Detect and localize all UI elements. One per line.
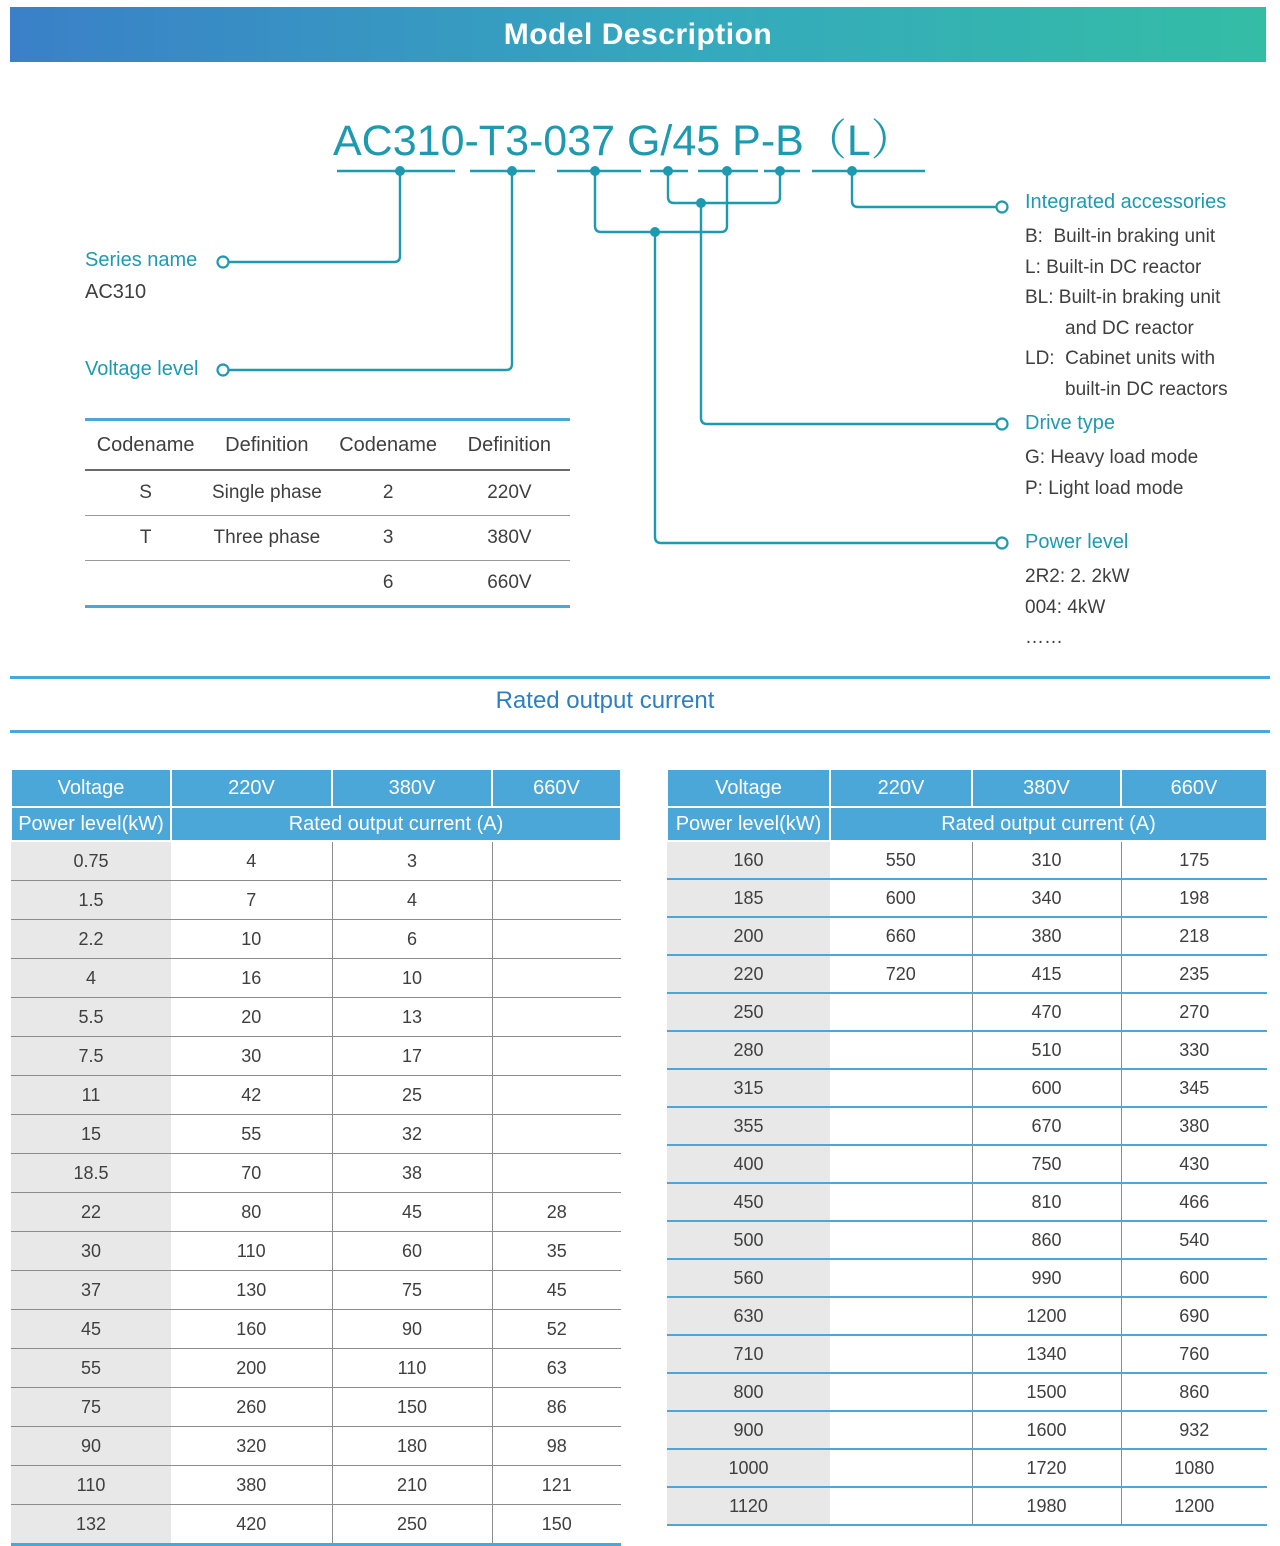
table-cell: 1080 xyxy=(1121,1449,1267,1487)
table-cell: 250 xyxy=(667,993,830,1031)
table-cell: 430 xyxy=(1121,1145,1267,1183)
table-cell: 90 xyxy=(332,1310,492,1349)
annotation-line: 2R2: 2. 2kW xyxy=(1025,566,1130,587)
table-cell xyxy=(492,1076,621,1115)
table-cell xyxy=(830,1449,972,1487)
table-cell: 860 xyxy=(1121,1373,1267,1411)
table-cell: 600 xyxy=(830,879,972,917)
table-cell: 70 xyxy=(171,1154,332,1193)
table-cell xyxy=(830,1411,972,1449)
subheader-row xyxy=(667,807,1267,841)
table-row xyxy=(11,1388,621,1427)
table-row xyxy=(667,1031,1267,1069)
table-cell xyxy=(830,1297,972,1335)
series-name-label: Series name xyxy=(85,249,198,271)
table-cell: 86 xyxy=(492,1388,621,1427)
annotation-line: G: Heavy load mode xyxy=(1025,447,1199,468)
table-cell: 670 xyxy=(972,1107,1121,1145)
table-cell: 420 xyxy=(171,1505,332,1545)
table-cell: 75 xyxy=(11,1388,171,1427)
table-cell: 450 xyxy=(667,1183,830,1221)
table-cell: 35 xyxy=(492,1232,621,1271)
table-cell: 1120 xyxy=(667,1487,830,1525)
table-cell: 110 xyxy=(11,1466,171,1505)
integrated-accessories-heading: Integrated accessories xyxy=(1025,191,1227,213)
table-cell xyxy=(206,561,327,607)
table-row xyxy=(667,955,1267,993)
table-row xyxy=(11,1505,621,1545)
table-cell: 800 xyxy=(667,1373,830,1411)
table-row xyxy=(11,881,621,920)
table-cell: 90 xyxy=(11,1427,171,1466)
banner-title: Model Description xyxy=(503,17,773,51)
codename-table xyxy=(85,418,570,608)
voltage-380v-header: 380V xyxy=(332,769,492,807)
table-cell: 16 xyxy=(171,959,332,998)
table-cell: 550 xyxy=(830,841,972,879)
definition-header: Definition xyxy=(206,420,327,471)
table-cell: 400 xyxy=(667,1145,830,1183)
table-cell: 600 xyxy=(972,1069,1121,1107)
table-cell: 185 xyxy=(667,879,830,917)
table-cell: 121 xyxy=(492,1466,621,1505)
annotation-line: …… xyxy=(1025,627,1063,648)
table-cell: 1000 xyxy=(667,1449,830,1487)
table-cell xyxy=(830,1031,972,1069)
table-cell: 415 xyxy=(972,955,1121,993)
voltage-level-label: Voltage level xyxy=(85,358,199,380)
table-row xyxy=(11,1232,621,1271)
table-cell: 280 xyxy=(667,1031,830,1069)
table-cell xyxy=(830,1259,972,1297)
table-row xyxy=(667,1069,1267,1107)
table-cell: 160 xyxy=(171,1310,332,1349)
table-cell: 330 xyxy=(1121,1031,1267,1069)
table-cell: 52 xyxy=(492,1310,621,1349)
table-cell: 45 xyxy=(11,1310,171,1349)
codename-header-row xyxy=(85,420,570,471)
table-row xyxy=(667,1145,1267,1183)
table-cell: 320 xyxy=(171,1427,332,1466)
table-cell: 132 xyxy=(11,1505,171,1545)
annotation-line: and DC reactor xyxy=(1065,317,1194,339)
table-cell: 200 xyxy=(171,1349,332,1388)
series-name-value: AC310 xyxy=(85,281,147,303)
table-cell xyxy=(830,1335,972,1373)
table-cell xyxy=(492,1115,621,1154)
table-cell: 110 xyxy=(171,1232,332,1271)
table-cell: 10 xyxy=(332,959,492,998)
table-cell: 4 xyxy=(171,841,332,881)
table-cell: 270 xyxy=(1121,993,1267,1031)
table-row xyxy=(11,959,621,998)
table-cell: 380 xyxy=(1121,1107,1267,1145)
table-row xyxy=(11,1427,621,1466)
codename-header: Codename xyxy=(85,420,206,471)
table-cell: 198 xyxy=(1121,879,1267,917)
annotation-line: B: Built-in braking unit xyxy=(1025,226,1216,247)
table-cell: 210 xyxy=(332,1466,492,1505)
table-cell: 6 xyxy=(332,920,492,959)
table-cell: 32 xyxy=(332,1115,492,1154)
table-cell: 750 xyxy=(972,1145,1121,1183)
table-cell: 13 xyxy=(332,998,492,1037)
annotation-drive-type xyxy=(1025,412,1280,504)
model-code-text: AC310-T3-037 G/45 P-B（L） xyxy=(333,117,914,165)
table-cell: 45 xyxy=(332,1193,492,1232)
table-row xyxy=(667,1107,1267,1145)
table-cell: 28 xyxy=(492,1193,621,1232)
table-cell xyxy=(830,1145,972,1183)
table-cell: 218 xyxy=(1121,917,1267,955)
annotation-line: L: Built-in DC reactor xyxy=(1025,256,1202,278)
table-row xyxy=(667,1297,1267,1335)
table-cell: 860 xyxy=(972,1221,1121,1259)
table-cell xyxy=(492,1154,621,1193)
table-cell: 5.5 xyxy=(11,998,171,1037)
table-cell xyxy=(830,993,972,1031)
voltage-header: Voltage xyxy=(11,769,171,807)
table-cell: 630 xyxy=(667,1297,830,1335)
table-cell: 990 xyxy=(972,1259,1121,1297)
table-cell: 0.75 xyxy=(11,841,171,881)
drive-type-lines xyxy=(1025,443,1280,504)
table-cell: 3 xyxy=(328,516,449,561)
table-cell: 1720 xyxy=(972,1449,1121,1487)
table-cell: 37 xyxy=(11,1271,171,1310)
table-cell: 110 xyxy=(332,1349,492,1388)
table-cell: Three phase xyxy=(206,516,327,561)
table-cell xyxy=(492,959,621,998)
table-row xyxy=(11,1037,621,1076)
table-cell: 220 xyxy=(667,955,830,993)
table-cell: 3 xyxy=(332,841,492,881)
integrated-accessories-lines xyxy=(1025,222,1280,405)
table-cell: 340 xyxy=(972,879,1121,917)
table-cell: 63 xyxy=(492,1349,621,1388)
table-cell: 60 xyxy=(332,1232,492,1271)
table-cell xyxy=(830,1221,972,1259)
table-row xyxy=(667,917,1267,955)
table-cell: 500 xyxy=(667,1221,830,1259)
power-level-header: Power level(kW) xyxy=(11,807,171,841)
table-cell xyxy=(830,1373,972,1411)
table-row xyxy=(667,1487,1267,1525)
table-cell: 22 xyxy=(11,1193,171,1232)
table-cell: 200 xyxy=(667,917,830,955)
definition-header: Definition xyxy=(449,420,570,471)
table-cell: 380V xyxy=(449,516,570,561)
power-level-heading: Power level xyxy=(1025,531,1129,553)
table-row xyxy=(11,1115,621,1154)
table-cell: 2.2 xyxy=(11,920,171,959)
table-row xyxy=(11,920,621,959)
table-cell: 30 xyxy=(171,1037,332,1076)
table-cell: 7.5 xyxy=(11,1037,171,1076)
table-cell: 130 xyxy=(171,1271,332,1310)
table-row xyxy=(667,1221,1267,1259)
table-cell: 1.5 xyxy=(11,881,171,920)
voltage-660v-header: 660V xyxy=(1121,769,1267,807)
table-cell: 17 xyxy=(332,1037,492,1076)
table-cell: 20 xyxy=(171,998,332,1037)
table-cell: 1600 xyxy=(972,1411,1121,1449)
table-cell: 470 xyxy=(972,993,1121,1031)
annotation-line: BL: Built-in braking unit xyxy=(1025,287,1221,308)
table-cell: S xyxy=(139,482,152,503)
table-cell: 150 xyxy=(492,1505,621,1545)
section-divider-top xyxy=(10,676,1270,679)
table-cell: 1980 xyxy=(972,1487,1121,1525)
table-cell: 1200 xyxy=(1121,1487,1267,1525)
table-cell: 220V xyxy=(487,482,532,503)
table-cell xyxy=(492,1037,621,1076)
table-cell: 11 xyxy=(11,1076,171,1115)
table-cell: 15 xyxy=(11,1115,171,1154)
table-row xyxy=(667,993,1267,1031)
table-cell: 160 xyxy=(667,841,830,879)
voltage-220v-header: 220V xyxy=(171,769,332,807)
rated-current-table-right xyxy=(666,768,1268,1526)
table-cell: 380 xyxy=(171,1466,332,1505)
table-cell: 4 xyxy=(11,959,171,998)
voltage-220v-header: 220V xyxy=(830,769,972,807)
table-row xyxy=(667,879,1267,917)
table-row xyxy=(11,841,621,881)
codename-header: Codename xyxy=(328,420,449,471)
table-cell: 38 xyxy=(332,1154,492,1193)
annotation-line: LD: Cabinet units with xyxy=(1025,348,1216,369)
table-cell: 180 xyxy=(332,1427,492,1466)
table-row xyxy=(667,1449,1267,1487)
table-row xyxy=(11,1154,621,1193)
table-cell xyxy=(830,1107,972,1145)
table-cell: 80 xyxy=(171,1193,332,1232)
table-cell: 345 xyxy=(1121,1069,1267,1107)
section-title: Rated output current xyxy=(495,687,715,714)
table-row xyxy=(667,1259,1267,1297)
table-cell: 250 xyxy=(332,1505,492,1545)
drive-type-heading: Drive type xyxy=(1025,412,1116,434)
diagram-dots xyxy=(395,166,857,237)
power-level-lines xyxy=(1025,562,1280,654)
table-row xyxy=(11,1310,621,1349)
voltage-header: Voltage xyxy=(667,769,830,807)
table-cell: 355 xyxy=(667,1107,830,1145)
table-cell xyxy=(492,920,621,959)
table-row xyxy=(667,1183,1267,1221)
table-cell: T xyxy=(85,516,206,561)
table-cell: Single phase xyxy=(211,482,322,503)
table-cell: 55 xyxy=(171,1115,332,1154)
voltage-380v-header: 380V xyxy=(972,769,1121,807)
table-row xyxy=(667,1335,1267,1373)
table-cell: 466 xyxy=(1121,1183,1267,1221)
annotation-integrated-accessories xyxy=(1025,191,1280,405)
table-row xyxy=(11,1271,621,1310)
table-cell: 760 xyxy=(1121,1335,1267,1373)
table-cell: 1200 xyxy=(972,1297,1121,1335)
table-cell: 260 xyxy=(171,1388,332,1427)
table-cell: 150 xyxy=(332,1388,492,1427)
table-cell: 55 xyxy=(11,1349,171,1388)
table-cell: 510 xyxy=(972,1031,1121,1069)
table-row xyxy=(85,561,570,607)
table-row xyxy=(11,998,621,1037)
table-cell: 30 xyxy=(11,1232,171,1271)
table-cell: 932 xyxy=(1121,1411,1267,1449)
rated-current-table-left xyxy=(10,768,622,1546)
table-cell: 7 xyxy=(171,881,332,920)
voltage-660v-header: 660V xyxy=(492,769,621,807)
table-cell: 6 xyxy=(328,561,449,607)
table-cell: 10 xyxy=(171,920,332,959)
table-cell: 2 xyxy=(382,482,394,503)
annotation-line: P: Light load mode xyxy=(1025,477,1184,499)
table-row xyxy=(85,516,570,561)
table-cell: 380 xyxy=(972,917,1121,955)
voltage-header-row xyxy=(11,769,621,807)
table-row xyxy=(11,1193,621,1232)
table-cell xyxy=(492,841,621,881)
subheader-row xyxy=(11,807,621,841)
table-cell xyxy=(492,998,621,1037)
table-cell: 720 xyxy=(830,955,972,993)
power-level-header: Power level(kW) xyxy=(667,807,830,841)
table-cell: 235 xyxy=(1121,955,1267,993)
table-row xyxy=(11,1466,621,1505)
table-cell: 45 xyxy=(492,1271,621,1310)
table-cell: 690 xyxy=(1121,1297,1267,1335)
banner xyxy=(10,7,1266,62)
table-cell: 1500 xyxy=(972,1373,1121,1411)
table-cell: 1340 xyxy=(972,1335,1121,1373)
table-row xyxy=(667,841,1267,879)
table-cell xyxy=(85,561,206,607)
table-cell xyxy=(830,1183,972,1221)
table-row xyxy=(85,470,570,516)
table-cell xyxy=(830,1487,972,1525)
table-cell: 75 xyxy=(332,1271,492,1310)
table-cell: 660V xyxy=(449,561,570,607)
table-cell: 560 xyxy=(667,1259,830,1297)
table-cell: 42 xyxy=(171,1076,332,1115)
table-cell: 310 xyxy=(972,841,1121,879)
table-row xyxy=(667,1411,1267,1449)
table-row xyxy=(11,1349,621,1388)
table-cell: 315 xyxy=(667,1069,830,1107)
voltage-header-row xyxy=(667,769,1267,807)
table-cell: 900 xyxy=(667,1411,830,1449)
table-cell: 4 xyxy=(332,881,492,920)
section-divider-bottom xyxy=(10,730,1270,733)
table-cell: 540 xyxy=(1121,1221,1267,1259)
table-cell: 25 xyxy=(332,1076,492,1115)
rated-current-header: Rated output current (A) xyxy=(830,807,1267,841)
table-cell xyxy=(492,881,621,920)
table-cell: 175 xyxy=(1121,841,1267,879)
table-cell xyxy=(830,1069,972,1107)
table-cell: 710 xyxy=(667,1335,830,1373)
table-cell: 98 xyxy=(492,1427,621,1466)
table-row xyxy=(11,1076,621,1115)
table-cell: 600 xyxy=(1121,1259,1267,1297)
table-row xyxy=(667,1373,1267,1411)
rated-current-header: Rated output current (A) xyxy=(171,807,621,841)
annotation-line: 004: 4kW xyxy=(1025,596,1106,618)
table-cell: 660 xyxy=(830,917,972,955)
table-cell: 18.5 xyxy=(11,1154,171,1193)
table-cell: 810 xyxy=(972,1183,1121,1221)
annotation-line: built-in DC reactors xyxy=(1065,378,1228,400)
annotation-power-level xyxy=(1025,531,1280,654)
